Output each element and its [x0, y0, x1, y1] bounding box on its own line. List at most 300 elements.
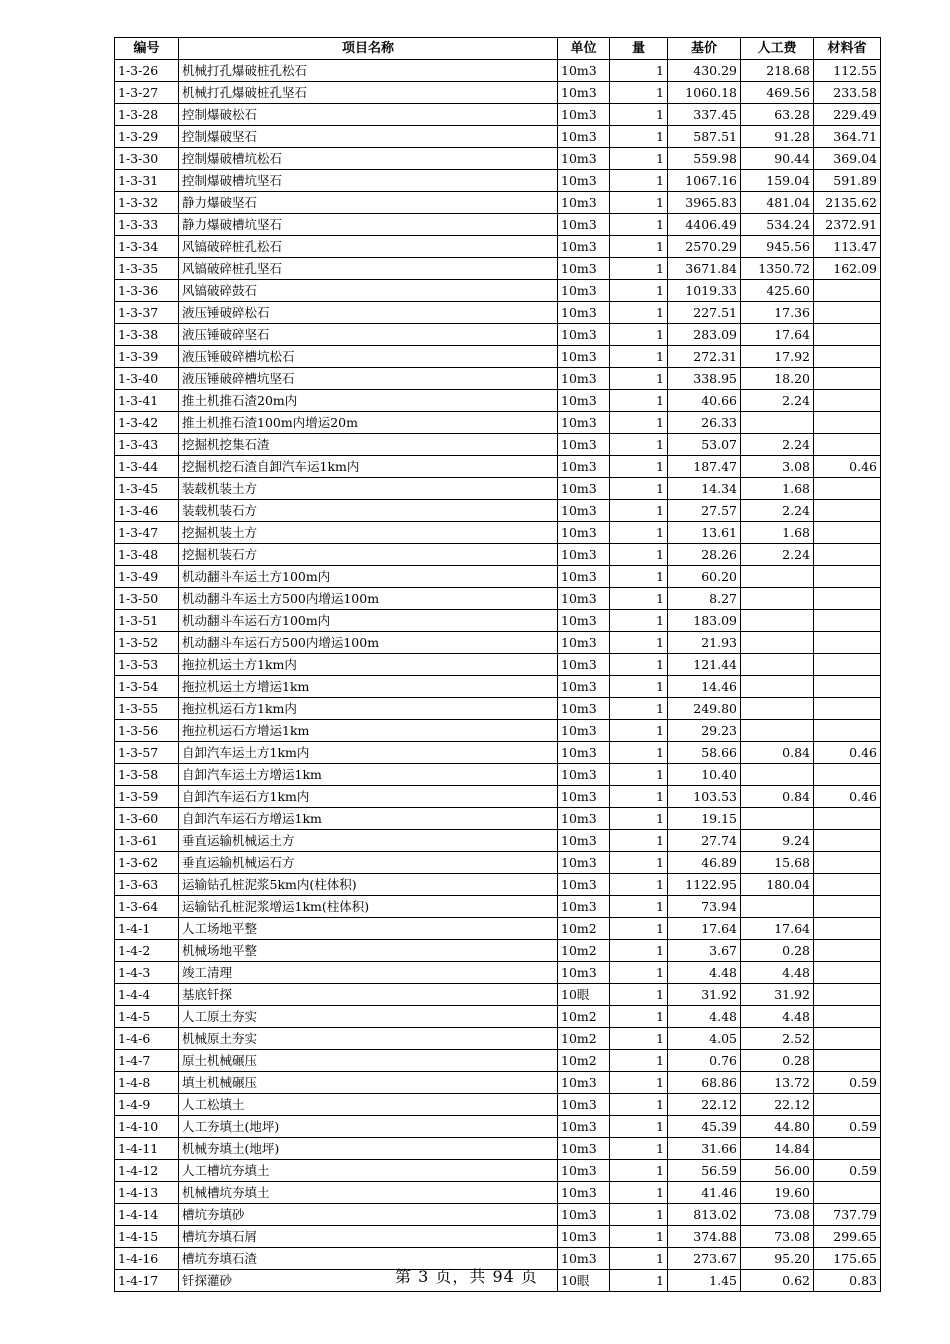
cell-unit: 10m3 — [558, 544, 610, 566]
cell-qty: 1 — [610, 258, 668, 280]
cell-qty: 1 — [610, 500, 668, 522]
cell-code: 1-3-42 — [115, 412, 179, 434]
cell-name: 液压锤破碎松石 — [179, 302, 558, 324]
cell-qty: 1 — [610, 588, 668, 610]
cell-unit: 10m2 — [558, 940, 610, 962]
cell-qty: 1 — [610, 302, 668, 324]
cell-material-cost — [814, 522, 881, 544]
cell-qty: 1 — [610, 1094, 668, 1116]
cell-name: 装载机装土方 — [179, 478, 558, 500]
cell-unit: 10m3 — [558, 104, 610, 126]
cell-qty: 1 — [610, 390, 668, 412]
table-row — [115, 214, 881, 236]
cell-qty: 1 — [610, 60, 668, 82]
cell-name: 槽坑夯填石屑 — [179, 1226, 558, 1248]
table-row — [115, 170, 881, 192]
cell-base-price: 27.57 — [668, 500, 741, 522]
cell-labor-cost: 56.00 — [741, 1160, 814, 1182]
cell-unit: 10m3 — [558, 786, 610, 808]
cell-base-price: 27.74 — [668, 830, 741, 852]
cell-name: 原土机械碾压 — [179, 1050, 558, 1072]
cell-qty: 1 — [610, 522, 668, 544]
cell-qty: 1 — [610, 478, 668, 500]
table-row — [115, 808, 881, 830]
table-row — [115, 874, 881, 896]
cell-unit: 10m3 — [558, 1248, 610, 1270]
cell-labor-cost — [741, 654, 814, 676]
cell-code: 1-3-36 — [115, 280, 179, 302]
cell-unit: 10m3 — [558, 412, 610, 434]
cell-material-cost — [814, 632, 881, 654]
cell-labor-cost: 17.64 — [741, 918, 814, 940]
cell-unit: 10m3 — [558, 192, 610, 214]
cell-qty: 1 — [610, 192, 668, 214]
cell-material-cost — [814, 588, 881, 610]
cell-code: 1-4-3 — [115, 962, 179, 984]
cell-material-cost: 0.46 — [814, 456, 881, 478]
cell-code: 1-4-4 — [115, 984, 179, 1006]
cell-name: 静力爆破坚石 — [179, 192, 558, 214]
cell-code: 1-3-28 — [115, 104, 179, 126]
table-row — [115, 984, 881, 1006]
cell-code: 1-3-26 — [115, 60, 179, 82]
cell-code: 1-3-39 — [115, 346, 179, 368]
cell-labor-cost: 15.68 — [741, 852, 814, 874]
cell-code: 1-3-50 — [115, 588, 179, 610]
table-row — [115, 258, 881, 280]
table-row — [115, 742, 881, 764]
cell-labor-cost: 534.24 — [741, 214, 814, 236]
cell-name: 自卸汽车运土方增运1km — [179, 764, 558, 786]
cell-base-price: 183.09 — [668, 610, 741, 632]
cell-unit: 10m3 — [558, 896, 610, 918]
cell-base-price: 8.27 — [668, 588, 741, 610]
cell-unit: 10m3 — [558, 258, 610, 280]
table-row — [115, 918, 881, 940]
cell-base-price: 68.86 — [668, 1072, 741, 1094]
cell-material-cost: 229.49 — [814, 104, 881, 126]
cell-code: 1-3-46 — [115, 500, 179, 522]
cell-material-cost — [814, 346, 881, 368]
cell-name: 控制爆破坚石 — [179, 126, 558, 148]
cell-material-cost: 299.65 — [814, 1226, 881, 1248]
cell-qty: 1 — [610, 874, 668, 896]
cell-name: 填土机械碾压 — [179, 1072, 558, 1094]
cell-code: 1-3-35 — [115, 258, 179, 280]
cell-base-price: 1.45 — [668, 1270, 741, 1292]
cell-code: 1-3-54 — [115, 676, 179, 698]
cell-base-price: 249.80 — [668, 698, 741, 720]
table-row — [115, 676, 881, 698]
cell-qty: 1 — [610, 698, 668, 720]
cell-name: 机动翻斗车运土方500内增运100m — [179, 588, 558, 610]
cell-base-price: 1122.95 — [668, 874, 741, 896]
table-row — [115, 852, 881, 874]
cell-code: 1-3-34 — [115, 236, 179, 258]
cell-name: 竣工清理 — [179, 962, 558, 984]
table-row — [115, 566, 881, 588]
table-row — [115, 962, 881, 984]
cell-code: 1-4-9 — [115, 1094, 179, 1116]
cell-qty: 1 — [610, 764, 668, 786]
cell-code: 1-4-2 — [115, 940, 179, 962]
cell-unit: 10m3 — [558, 566, 610, 588]
cell-base-price: 13.61 — [668, 522, 741, 544]
cell-unit: 10m3 — [558, 302, 610, 324]
cell-name: 人工场地平整 — [179, 918, 558, 940]
cell-name: 控制爆破槽坑松石 — [179, 148, 558, 170]
cell-name: 风镐破碎桩孔松石 — [179, 236, 558, 258]
cell-material-cost: 364.71 — [814, 126, 881, 148]
table-row — [115, 588, 881, 610]
cell-base-price: 1067.16 — [668, 170, 741, 192]
cell-base-price: 272.31 — [668, 346, 741, 368]
cell-unit: 10眼 — [558, 1270, 610, 1292]
header-labor-cost: 人工费 — [741, 38, 814, 60]
cell-labor-cost — [741, 720, 814, 742]
cell-material-cost: 175.65 — [814, 1248, 881, 1270]
cell-name: 机动翻斗车运石方100m内 — [179, 610, 558, 632]
table-row — [115, 654, 881, 676]
cell-unit: 10m3 — [558, 1160, 610, 1182]
cell-labor-cost — [741, 808, 814, 830]
cell-labor-cost: 17.64 — [741, 324, 814, 346]
cell-base-price: 338.95 — [668, 368, 741, 390]
cell-qty: 1 — [610, 632, 668, 654]
cell-qty: 1 — [610, 324, 668, 346]
cell-name: 自卸汽车运石方1km内 — [179, 786, 558, 808]
cell-unit: 10m3 — [558, 346, 610, 368]
cell-base-price: 31.66 — [668, 1138, 741, 1160]
cell-code: 1-3-57 — [115, 742, 179, 764]
header-row — [115, 38, 881, 60]
cell-code: 1-4-14 — [115, 1204, 179, 1226]
cell-unit: 10m3 — [558, 698, 610, 720]
table-row — [115, 786, 881, 808]
table-row — [115, 764, 881, 786]
cell-base-price: 14.46 — [668, 676, 741, 698]
cell-name: 拖拉机运石方增运1km — [179, 720, 558, 742]
cell-name: 人工原土夯实 — [179, 1006, 558, 1028]
cell-material-cost — [814, 720, 881, 742]
cell-labor-cost: 945.56 — [741, 236, 814, 258]
cell-name: 人工松填土 — [179, 1094, 558, 1116]
cell-qty: 1 — [610, 830, 668, 852]
header-material-cost: 材料省 — [814, 38, 881, 60]
cell-name: 垂直运输机械运石方 — [179, 852, 558, 874]
cell-name: 自卸汽车运土方1km内 — [179, 742, 558, 764]
cell-base-price: 31.92 — [668, 984, 741, 1006]
cell-unit: 10m3 — [558, 1094, 610, 1116]
quota-table — [114, 37, 881, 1292]
table-row — [115, 346, 881, 368]
cell-material-cost — [814, 764, 881, 786]
cell-unit: 10m3 — [558, 522, 610, 544]
cell-qty: 1 — [610, 1160, 668, 1182]
cell-labor-cost: 0.62 — [741, 1270, 814, 1292]
cell-unit: 10m3 — [558, 324, 610, 346]
cell-qty: 1 — [610, 1204, 668, 1226]
cell-unit: 10m3 — [558, 1182, 610, 1204]
cell-unit: 10m3 — [558, 500, 610, 522]
cell-labor-cost: 9.24 — [741, 830, 814, 852]
cell-labor-cost: 18.20 — [741, 368, 814, 390]
cell-base-price: 53.07 — [668, 434, 741, 456]
cell-labor-cost: 159.04 — [741, 170, 814, 192]
cell-material-cost — [814, 698, 881, 720]
cell-code: 1-3-31 — [115, 170, 179, 192]
cell-material-cost — [814, 654, 881, 676]
cell-qty: 1 — [610, 1116, 668, 1138]
cell-labor-cost: 73.08 — [741, 1226, 814, 1248]
table-row — [115, 82, 881, 104]
cell-labor-cost: 14.84 — [741, 1138, 814, 1160]
cell-unit: 10m3 — [558, 764, 610, 786]
cell-code: 1-3-48 — [115, 544, 179, 566]
cell-material-cost: 0.59 — [814, 1072, 881, 1094]
cell-labor-cost: 3.08 — [741, 456, 814, 478]
cell-material-cost: 591.89 — [814, 170, 881, 192]
cell-code: 1-3-60 — [115, 808, 179, 830]
cell-base-price: 430.29 — [668, 60, 741, 82]
cell-name: 挖掘机挖集石渣 — [179, 434, 558, 456]
cell-unit: 10m3 — [558, 1072, 610, 1094]
table-row — [115, 1182, 881, 1204]
cell-material-cost: 737.79 — [814, 1204, 881, 1226]
cell-name: 基底钎探 — [179, 984, 558, 1006]
cell-material-cost — [814, 830, 881, 852]
table-row — [115, 940, 881, 962]
cell-material-cost — [814, 984, 881, 1006]
cell-unit: 10m2 — [558, 1050, 610, 1072]
table-row — [115, 1204, 881, 1226]
cell-base-price: 4.48 — [668, 962, 741, 984]
cell-name: 风镐破碎桩孔坚石 — [179, 258, 558, 280]
cell-material-cost: 0.83 — [814, 1270, 881, 1292]
cell-material-cost — [814, 1050, 881, 1072]
cell-labor-cost: 2.24 — [741, 544, 814, 566]
cell-unit: 10m3 — [558, 82, 610, 104]
cell-material-cost — [814, 852, 881, 874]
cell-material-cost: 113.47 — [814, 236, 881, 258]
cell-name: 机械打孔爆破桩孔坚石 — [179, 82, 558, 104]
cell-qty: 1 — [610, 544, 668, 566]
cell-base-price: 1019.33 — [668, 280, 741, 302]
cell-material-cost — [814, 500, 881, 522]
cell-material-cost — [814, 874, 881, 896]
cell-code: 1-4-5 — [115, 1006, 179, 1028]
cell-unit: 10m3 — [558, 434, 610, 456]
cell-code: 1-3-58 — [115, 764, 179, 786]
cell-name: 静力爆破槽坑坚石 — [179, 214, 558, 236]
cell-labor-cost: 91.28 — [741, 126, 814, 148]
cell-labor-cost: 180.04 — [741, 874, 814, 896]
table-row — [115, 60, 881, 82]
cell-base-price: 22.12 — [668, 1094, 741, 1116]
cell-labor-cost: 218.68 — [741, 60, 814, 82]
page-footer: 第 3 页，共 94 页 — [395, 1267, 538, 1286]
cell-name: 运输钻孔桩泥浆增运1km(柱体积) — [179, 896, 558, 918]
cell-material-cost — [814, 1182, 881, 1204]
cell-name: 装载机装石方 — [179, 500, 558, 522]
table-row — [115, 632, 881, 654]
cell-base-price: 45.39 — [668, 1116, 741, 1138]
cell-base-price: 28.26 — [668, 544, 741, 566]
cell-qty: 1 — [610, 1138, 668, 1160]
table-row — [115, 1072, 881, 1094]
cell-material-cost: 0.46 — [814, 742, 881, 764]
cell-material-cost: 112.55 — [814, 60, 881, 82]
cell-code: 1-3-56 — [115, 720, 179, 742]
cell-base-price: 3.67 — [668, 940, 741, 962]
cell-labor-cost — [741, 896, 814, 918]
header-name: 项目名称 — [179, 38, 558, 60]
table-row — [115, 1160, 881, 1182]
cell-name: 拖拉机运土方增运1km — [179, 676, 558, 698]
cell-name: 挖掘机挖石渣自卸汽车运1km内 — [179, 456, 558, 478]
cell-unit: 10m3 — [558, 236, 610, 258]
cell-qty: 1 — [610, 280, 668, 302]
cell-name: 液压锤破碎槽坑松石 — [179, 346, 558, 368]
cell-qty: 1 — [610, 1050, 668, 1072]
cell-labor-cost — [741, 412, 814, 434]
cell-qty: 1 — [610, 1270, 668, 1292]
cell-labor-cost — [741, 764, 814, 786]
table-row — [115, 544, 881, 566]
cell-unit: 10眼 — [558, 984, 610, 1006]
table-row — [115, 126, 881, 148]
cell-code: 1-3-30 — [115, 148, 179, 170]
cell-labor-cost: 19.60 — [741, 1182, 814, 1204]
cell-code: 1-3-33 — [115, 214, 179, 236]
cell-labor-cost: 1.68 — [741, 478, 814, 500]
table-row — [115, 1138, 881, 1160]
cell-labor-cost: 0.28 — [741, 940, 814, 962]
cell-qty: 1 — [610, 1182, 668, 1204]
cell-labor-cost: 425.60 — [741, 280, 814, 302]
cell-base-price: 337.45 — [668, 104, 741, 126]
table-row — [115, 368, 881, 390]
cell-labor-cost: 0.84 — [741, 786, 814, 808]
cell-code: 1-4-13 — [115, 1182, 179, 1204]
table-row — [115, 1226, 881, 1248]
cell-name: 运输钻孔桩泥浆5km内(柱体积) — [179, 874, 558, 896]
cell-labor-cost: 469.56 — [741, 82, 814, 104]
cell-qty: 1 — [610, 566, 668, 588]
table-row — [115, 698, 881, 720]
table-row — [115, 478, 881, 500]
cell-material-cost — [814, 544, 881, 566]
cell-name: 槽坑夯填砂 — [179, 1204, 558, 1226]
cell-labor-cost: 17.92 — [741, 346, 814, 368]
cell-base-price: 283.09 — [668, 324, 741, 346]
cell-code: 1-4-6 — [115, 1028, 179, 1050]
cell-material-cost — [814, 368, 881, 390]
header-code: 编号 — [115, 38, 179, 60]
cell-qty: 1 — [610, 940, 668, 962]
cell-code: 1-3-52 — [115, 632, 179, 654]
cell-labor-cost: 2.24 — [741, 434, 814, 456]
cell-code: 1-3-27 — [115, 82, 179, 104]
cell-qty: 1 — [610, 1226, 668, 1248]
cell-code: 1-4-11 — [115, 1138, 179, 1160]
cell-name: 机械原土夯实 — [179, 1028, 558, 1050]
cell-base-price: 19.15 — [668, 808, 741, 830]
cell-qty: 1 — [610, 412, 668, 434]
cell-code: 1-4-16 — [115, 1248, 179, 1270]
cell-qty: 1 — [610, 1248, 668, 1270]
cell-qty: 1 — [610, 984, 668, 1006]
header-base-price: 基价 — [668, 38, 741, 60]
cell-code: 1-3-41 — [115, 390, 179, 412]
table-row — [115, 1094, 881, 1116]
cell-labor-cost — [741, 698, 814, 720]
cell-code: 1-3-53 — [115, 654, 179, 676]
cell-name: 槽坑夯填石渣 — [179, 1248, 558, 1270]
cell-code: 1-3-37 — [115, 302, 179, 324]
cell-qty: 1 — [610, 742, 668, 764]
table-row — [115, 104, 881, 126]
cell-unit: 10m3 — [558, 280, 610, 302]
cell-base-price: 14.34 — [668, 478, 741, 500]
cell-material-cost — [814, 1006, 881, 1028]
cell-name: 机械场地平整 — [179, 940, 558, 962]
cell-unit: 10m3 — [558, 368, 610, 390]
cell-name: 推土机推石渣20m内 — [179, 390, 558, 412]
cell-unit: 10m3 — [558, 852, 610, 874]
cell-name: 机动翻斗车运土方100m内 — [179, 566, 558, 588]
table-row — [115, 610, 881, 632]
cell-qty: 1 — [610, 126, 668, 148]
cell-labor-cost: 4.48 — [741, 962, 814, 984]
cell-code: 1-4-15 — [115, 1226, 179, 1248]
cell-qty: 1 — [610, 214, 668, 236]
cell-base-price: 103.53 — [668, 786, 741, 808]
cell-labor-cost: 4.48 — [741, 1006, 814, 1028]
cell-unit: 10m3 — [558, 1204, 610, 1226]
cell-material-cost — [814, 808, 881, 830]
cell-unit: 10m3 — [558, 1116, 610, 1138]
cell-labor-cost: 1350.72 — [741, 258, 814, 280]
cell-name: 钎探灌砂 — [179, 1270, 558, 1292]
cell-labor-cost: 44.80 — [741, 1116, 814, 1138]
cell-unit: 10m3 — [558, 170, 610, 192]
cell-labor-cost: 2.24 — [741, 500, 814, 522]
cell-unit: 10m2 — [558, 1006, 610, 1028]
cell-qty: 1 — [610, 170, 668, 192]
cell-qty: 1 — [610, 434, 668, 456]
table-row — [115, 390, 881, 412]
cell-material-cost — [814, 610, 881, 632]
cell-unit: 10m2 — [558, 1028, 610, 1050]
cell-unit: 10m3 — [558, 1226, 610, 1248]
cell-unit: 10m3 — [558, 588, 610, 610]
cell-material-cost — [814, 1028, 881, 1050]
cell-material-cost: 0.59 — [814, 1116, 881, 1138]
cell-unit: 10m3 — [558, 1138, 610, 1160]
cell-base-price: 60.20 — [668, 566, 741, 588]
cell-base-price: 40.66 — [668, 390, 741, 412]
cell-material-cost: 369.04 — [814, 148, 881, 170]
cell-code: 1-4-1 — [115, 918, 179, 940]
cell-unit: 10m3 — [558, 214, 610, 236]
cell-name: 控制爆破槽坑坚石 — [179, 170, 558, 192]
cell-name: 机动翻斗车运石方500内增运100m — [179, 632, 558, 654]
cell-name: 液压锤破碎槽坑坚石 — [179, 368, 558, 390]
cell-qty: 1 — [610, 1072, 668, 1094]
cell-labor-cost: 17.36 — [741, 302, 814, 324]
cell-base-price: 29.23 — [668, 720, 741, 742]
